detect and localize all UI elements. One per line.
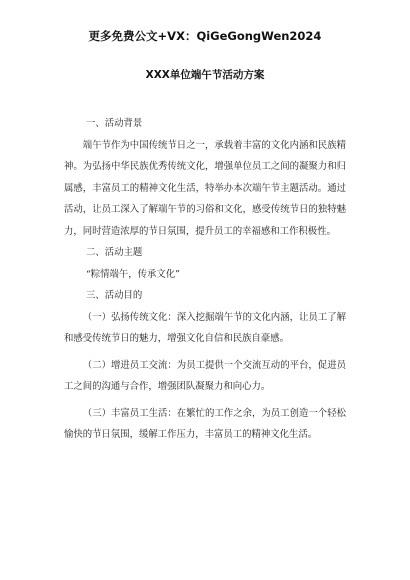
theme-slogan: “粽情端午，传承文化” xyxy=(86,268,180,280)
objective-item-3: （三）丰富员工生活：在繁忙的工作之余，为员工创造一个轻松愉快的节日氛围，缓解工作压力，丰富员工的精神文化生活。 xyxy=(64,407,346,440)
background-paragraph: 端午节作为中国传统节日之一，承载着丰富的文化内涵和民族精神。为弘扬中华民族优秀传统文化，增强单位员工之间的凝聚力和归属感，丰富员工的精神文化生活，特举办本次端午节主题活动。通过活动，让员工深入了解端午节的习俗和文化，感受传统节日的独特魅力，同时营造浓厚的节日氛围，提升员工的幸福感和工作积极性。 xyxy=(64,139,346,237)
promo-banner: 更多免费公文+VX：QiGeGongWen2024 xyxy=(88,29,322,43)
objective-item-2: （二）增进员工交流：为员工提供一个交流互动的平台，促进员工之间的沟通与合作，增强团队凝聚力和向心力。 xyxy=(64,359,346,392)
objective-item-1: （一）弘扬传统文化：深入挖掘端午节的文化内涵，让员工了解和感受传统节日的魅力，增强文化自信和民族自豪感。 xyxy=(64,311,346,344)
section-heading-background: 一、活动背景 xyxy=(86,118,143,129)
document-body xyxy=(64,113,346,446)
document-title: XXX单位端午节活动方案 xyxy=(145,69,265,81)
section-heading-theme: 二、活动主题 xyxy=(86,247,143,258)
section-heading-purpose: 三、活动目的 xyxy=(86,290,143,301)
